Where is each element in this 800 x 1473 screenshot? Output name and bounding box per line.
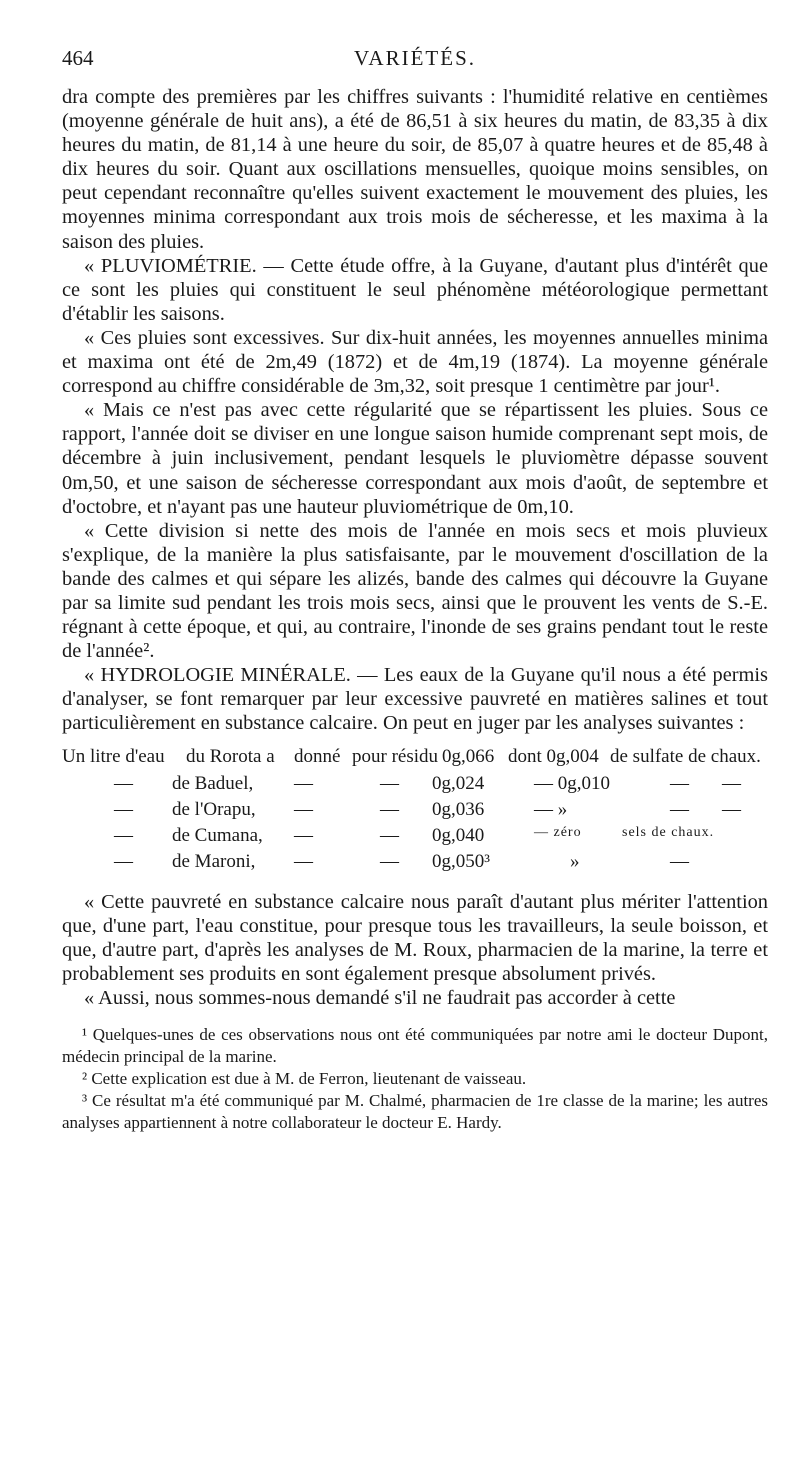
table-cell: — » bbox=[534, 798, 568, 820]
table-row bbox=[62, 799, 768, 823]
body-text bbox=[62, 85, 768, 736]
table-cell: 0g,040 bbox=[432, 824, 485, 846]
paragraph-rain-amounts: « Ces pluies sont excessives. Sur dix-huit années, les moyennes annuelles minima et maxima ont été de 2m,49 (1872) et de 4m,19 (1874). La moyenne générale correspond au chiffre considérable de 3m,32, soit presque 1 centimètre par jour¹. bbox=[62, 326, 768, 398]
table-cell: — bbox=[722, 798, 741, 820]
body-text-continued bbox=[62, 890, 768, 1010]
table-row bbox=[62, 773, 768, 797]
table-cell: — bbox=[294, 824, 313, 846]
table-row bbox=[62, 851, 768, 875]
table-row bbox=[62, 746, 768, 770]
table-cell: — bbox=[670, 850, 689, 872]
table-cell: — bbox=[380, 850, 399, 872]
page bbox=[62, 46, 768, 1134]
footnote: ² Cette explication est due à M. de Ferron, lieutenant de vaisseau. bbox=[82, 1069, 527, 1088]
table-cell: — bbox=[114, 772, 133, 794]
table-cell: — 0g,010 bbox=[534, 772, 610, 794]
paragraph-hydrologie: « HYDROLOGIE MINÉRALE. — Les eaux de la Guyane qu'il nous a été permis d'analyser, se font remarquer par leur excessive pauvreté en matières salines et tout particulièrement en substance calcaire. On peut en juger par les analyses suivantes : bbox=[62, 664, 768, 735]
table-cell: — bbox=[114, 850, 133, 872]
page-number: 464 bbox=[62, 46, 94, 70]
paragraph-rain-distribution: « Mais ce n'est pas avec cette régularité que se répartissent les pluies. Sous ce rapport, l'année doit se diviser en une longue saison humide comprenant sept mois, de décembre à juin inclusivement, pendant lesquels le pluviomètre dépasse souvent 0m,50, et une saison de sécheresse correspondant aux mois d'août, de septembre et d'octobre, et n'ayant pas une hauteur pluviométrique de 0m,10. bbox=[62, 399, 768, 518]
paragraph-pluviometrie: « PLUVIOMÉTRIE. — Cette étude offre, à la Guyane, d'autant plus d'intérêt que ce sont les pluies qui constituent le seul phénomène météorologique permettant d'établir les saisons. bbox=[62, 254, 768, 325]
table-cell: — bbox=[670, 798, 689, 820]
table-cell: — zéro bbox=[534, 824, 582, 840]
table-cell: 0g,036 bbox=[432, 798, 485, 820]
page-header bbox=[62, 46, 768, 84]
table-cell: — bbox=[294, 772, 313, 794]
table-cell: du Rorota a bbox=[186, 745, 275, 767]
table-cell: sels de chaux. bbox=[622, 824, 715, 840]
table-cell: — bbox=[380, 772, 399, 794]
footnote: ¹ Quelques-unes de ces observations nous ont été communiquées par notre ami le docteur Dupont, médecin principal de la marine. bbox=[62, 1025, 768, 1066]
table-cell: 0g,024 bbox=[432, 772, 485, 794]
table-cell: de Baduel, bbox=[172, 772, 254, 794]
table-cell: — bbox=[380, 798, 399, 820]
table-cell: de l'Orapu, bbox=[172, 798, 256, 820]
water-analysis-table bbox=[62, 746, 768, 876]
table-cell: — bbox=[670, 772, 689, 794]
paragraph-aussi: « Aussi, nous sommes-nous demandé s'il ne faudrait pas accorder à cette bbox=[84, 986, 676, 1009]
table-cell: 0g,066 bbox=[442, 745, 495, 767]
table-cell: » bbox=[570, 850, 580, 872]
table-cell: de Maroni, bbox=[172, 850, 256, 872]
table-cell: — bbox=[294, 850, 313, 872]
running-title: VARIÉTÉS. bbox=[353, 46, 477, 70]
table-cell: — bbox=[294, 798, 313, 820]
table-cell: pour résidu bbox=[352, 745, 439, 767]
footnotes bbox=[62, 1024, 768, 1134]
table-cell: de Cumana, bbox=[172, 824, 263, 846]
table-cell: — bbox=[114, 798, 133, 820]
table-cell: — bbox=[722, 772, 741, 794]
table-cell: de sulfate de chaux. bbox=[610, 745, 761, 767]
paragraph-humidity: dra compte des premières par les chiffres suivants : l'humidité relative en centièmes (moyenne générale de huit ans), a été de 86,51 à six heures du matin, de 83,35 à dix heures du matin, de 81,14 à une heure du soir, de 85,07 à quatre heures et de 85,48 à dix heures du soir. Quant aux oscillations mensuelles, quoique moins sensibles, on peut cependant reconnaître qu'elles suivent exactement le mouvement des pluies, les moyennes minima correspondant aux trois mois de sécheresse, et les maxima à la saison des pluies. bbox=[62, 86, 768, 253]
table-cell: 0g,050³ bbox=[432, 850, 490, 872]
table-cell: dont 0g,004 bbox=[508, 745, 599, 767]
table-cell: donné bbox=[294, 745, 341, 767]
table-cell: — bbox=[114, 824, 133, 846]
paragraph-calcaire: « Cette pauvreté en substance calcaire nous paraît d'autant plus mériter l'attention que, d'une part, l'eau constitue, pour presque tous les travailleurs, la seule boisson, et que, d'autre part, d'après les analyses de M. Roux, pharmacien de la marine, la terre et probablement ses produits en sont également presque absolument privés. bbox=[62, 890, 768, 985]
footnote: ³ Ce résultat m'a été communiqué par M. Chalmé, pharmacien de 1re classe de la marine; les autres analyses appartiennent à notre collaborateur le docteur E. Hardy. bbox=[62, 1091, 768, 1132]
table-cell: Un litre d'eau bbox=[62, 745, 165, 767]
table-row bbox=[62, 825, 768, 849]
table-cell: — bbox=[380, 824, 399, 846]
paragraph-calm-band: « Cette division si nette des mois de l'année en mois secs et mois pluvieux s'explique, de la manière la plus satisfaisante, par le mouvement d'oscillation de la bande des calmes et qui sépare les alizés, bande des calmes qui découvre la Guyane par sa limite sud pendant les trois mois secs, ainsi que le prouvent les vents de S.-E. régnant à cette époque, et qui, au contraire, l'inonde de ses grains pendant tout le reste de l'année². bbox=[62, 519, 768, 663]
